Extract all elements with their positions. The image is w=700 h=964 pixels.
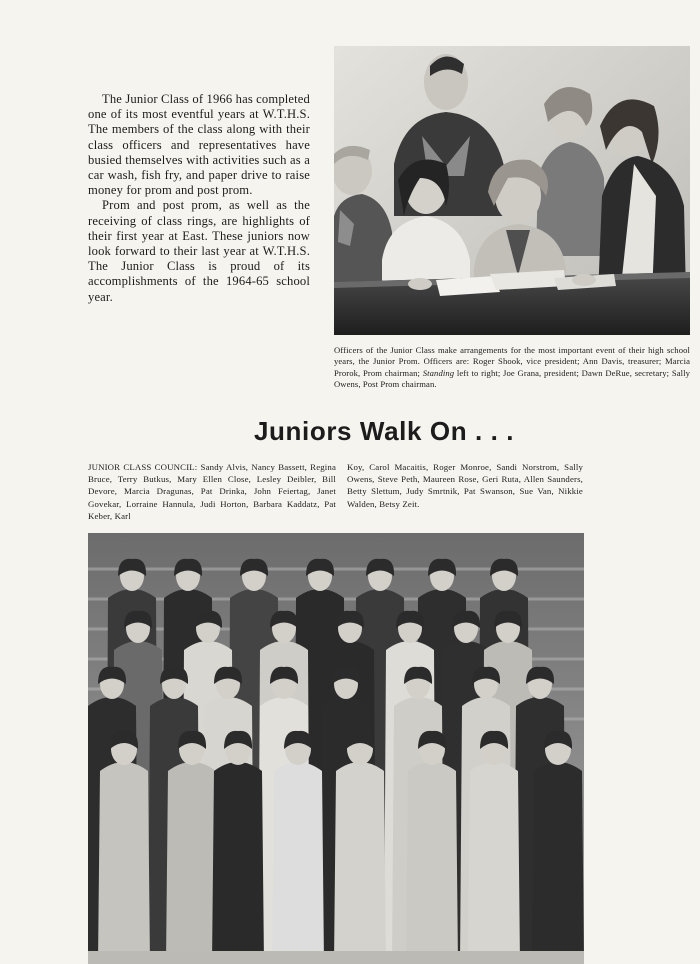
council-group-photo	[88, 533, 584, 964]
officers-photo-illustration	[334, 46, 690, 335]
council-names-left: JUNIOR CLASS COUNCIL: Sandy Alvis, Nancy Bassett, Regina Bruce, Terry Butkus, Mary Ellen Close, Lesley Deibler, Bill Devore, Marcia Dragunas, Pat Drinka, John Feiertag, Janet Govekar, Lorraine Hannula, Judi Horton, Barbara Kaddatz, Pat Keber, Karl	[88, 462, 336, 521]
intro-paragraph-1: The Junior Class of 1966 has completed one of its most eventful years at W.T.H.S. The members of the class along with their class officers and representatives have busied themselves with activities such as a car wash, fish fry, and paper drive to raise money for prom and post prom.	[88, 92, 310, 198]
intro-paragraph-2: Prom and post prom, as well as the receiving of class rings, are highlights of their first year at East. These juniors now look forward to their last year at W.T.H.S. The Junior Class is proud of its accomplishments of the 1964-65 school year.	[88, 198, 310, 304]
council-names-right: Koy, Carol Macaitis, Roger Monroe, Sandi Norstrom, Sally Owens, Steve Peth, Maureen Rose, Geri Ruta, Allen Saunders, Betty Slettum, Judy Smrtnik, Pat Swanson, Sue Van, Nikkie Walden, Betsy Zeit.	[347, 462, 583, 509]
officers-photo	[334, 46, 690, 335]
group-photo-illustration	[88, 533, 584, 964]
officers-caption	[334, 345, 690, 391]
caption-part-1: Officers of the Junior Class make arrangements for the most important event of their high school years, the Junior Prom. Officers are: Roger Shook, vice president; Ann Davis, treasurer; Marcia Prorok, Prom chairman;	[334, 345, 690, 378]
caption-part-2: left to right; Joe Grana, president; Dawn DeRue, secretary; Sally Owens, Post Prom chairman.	[334, 367, 690, 390]
caption-italic: Standing	[422, 367, 455, 378]
intro-text	[88, 92, 310, 305]
section-headline: Juniors Walk On . . .	[254, 416, 515, 446]
